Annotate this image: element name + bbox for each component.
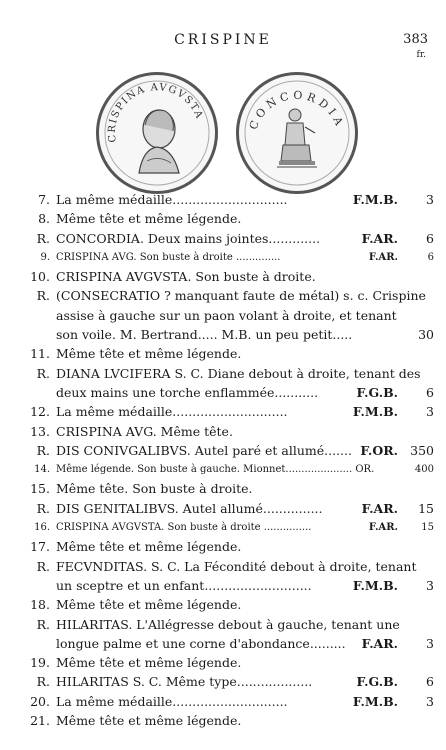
entry-value: 3 [426,577,434,593]
entry-description: DIS GENITALIBVS. Autel allumé............... [56,500,323,516]
entry-value: 6 [426,674,434,690]
catalog-entry-row [20,518,434,537]
entry-description: deux mains une torche enflammée........... [56,384,319,400]
entry-value: 30 [418,327,434,343]
entry-number: 20. [30,693,50,709]
entry-reference: F.OR. [360,442,398,458]
entry-number: R. [36,500,50,516]
entry-reference: F.AR. [368,522,398,534]
coin-obverse-image [96,72,218,194]
catalog-entry-row [20,537,434,556]
catalog-entry-row [20,306,434,325]
obverse-legend: CRISPINA AVGVSTA [106,82,205,144]
entry-number: R. [36,616,50,632]
entry-description: HILARITAS. L'Allégresse debout à gauche, tenant une [56,616,400,632]
entry-number: 10. [30,269,50,285]
entry-description: Même tête. Son buste à droite. [56,481,253,497]
entry-description: Même légende. Son buste à gauche. Mionnet..................... OR. [56,464,375,476]
entry-description: La même médaille............................. [56,693,288,709]
entry-value: 3 [426,635,434,651]
entry-number: R. [36,558,50,574]
entry-number: R. [36,288,50,304]
entry-description: (CONSECRATIO ? manquant faute de métal) s. c. Crispine [56,288,426,304]
coin-reverse-image [236,72,358,194]
entry-reference: F.AR. [368,251,398,263]
entry-value: 3 [426,693,434,709]
catalog-entry-row [20,422,434,441]
entry-number: 16. [34,522,50,534]
entry-description: longue palme et une corne d'abondance......... [56,635,346,651]
entry-description: CRISPINA AVG. Son buste à droite .............. [56,251,281,263]
entry-number: 7. [38,192,50,207]
entry-reference: F.AR. [361,230,398,246]
catalog-entry-row [20,229,434,248]
entry-reference: F.AR. [361,500,398,516]
catalog-entry-row [20,634,434,653]
entry-description: Même tête et même légende. [56,655,242,671]
entry-value: 15 [421,522,434,534]
entry-description: HILARITAS S. C. Même type................... [56,674,313,690]
entry-description: CONCORDIA. Deux mains jointes............. [56,230,321,246]
entry-description: Même tête et même légende. [56,211,242,227]
entry-number: 21. [30,713,50,729]
entry-number: R. [36,674,50,690]
catalog-entry-row [20,325,434,344]
catalog-entry-row [20,692,434,711]
entry-description: assise à gauche sur un paon volant à droite, et tenant [56,307,397,323]
entry-value: 15 [418,500,434,516]
page-title: CRISPINE [174,32,272,48]
catalog-entry-row [20,383,434,402]
catalog-entries [20,190,434,730]
entry-reference: F.G.B. [356,384,398,400]
entry-reference: F.M.B. [352,404,398,420]
catalog-entry-row [20,576,434,595]
entry-description: La même médaille............................. [56,192,288,207]
signature-mark: fr. [416,50,426,60]
entry-description: Même tête et même légende. [56,539,242,555]
entry-description: DIANA LVCIFERA S. C. Diane debout à droite, tenant des [56,365,421,381]
page-header [0,32,446,60]
entry-value: 3 [426,404,434,420]
entry-reference: F.M.B. [352,693,398,709]
entry-value: 6 [427,251,434,263]
catalog-entry-row [20,364,434,383]
catalog-entry-row [20,479,434,498]
entry-description: Même tête et même légende. [56,713,242,729]
catalog-entry-row [20,557,434,576]
entry-number: 13. [30,423,50,439]
entry-value: 3 [426,192,434,207]
entry-number: 15. [30,481,50,497]
entry-description: Même tête et même légende. [56,597,242,613]
entry-number: 18. [30,597,50,613]
catalog-entry-row [20,267,434,286]
catalog-entry-row [20,499,434,518]
catalog-entry-row [20,711,434,730]
entry-number: R. [36,365,50,381]
entry-number: 9. [40,251,50,263]
catalog-entry-row [20,344,434,363]
entry-value: 350 [410,442,434,458]
catalog-entry-row [20,248,434,267]
entry-number: 19. [30,655,50,671]
entry-description: CRISPINA AVGVSTA. Son buste à droite. [56,269,316,285]
entry-reference: F.M.B. [352,192,398,207]
catalog-entry-row [20,286,434,305]
page-number: 383 [403,32,428,47]
catalog-entry-row [20,653,434,672]
entry-description: Même tête et même légende. [56,346,242,362]
catalog-entry-row [20,615,434,634]
catalog-entry-row [20,190,434,209]
reverse-legend: CONCORDIA [246,88,348,132]
catalog-entry-row [20,595,434,614]
entry-number: 14. [34,464,50,476]
entry-reference: F.AR. [361,635,398,651]
entry-description: DIS CONIVGALIBVS. Autel paré et allumé....... [56,442,352,458]
entry-number: 8. [38,211,50,227]
entry-number: 12. [30,404,50,420]
entry-number: R. [36,442,50,458]
catalog-entry-row [20,460,434,479]
catalog-entry-row [20,402,434,421]
entry-value: 6 [426,384,434,400]
entry-number: 11. [30,346,50,362]
entry-description: son voile. M. Bertrand..... M.B. un peu petit..... [56,327,353,343]
entry-value: 6 [426,230,434,246]
entry-number: R. [36,230,50,246]
entry-description: CRISPINA AVGVSTA. Son buste à droite ............... [56,522,312,534]
catalog-entry-row [20,441,434,460]
entry-number: 17. [30,539,50,555]
entry-value: 400 [414,464,434,476]
catalog-entry-row [20,209,434,228]
entry-description: CRISPINA AVG. Même tête. [56,423,233,439]
entry-reference: F.M.B. [352,577,398,593]
entry-description: La même médaille............................. [56,404,288,420]
catalog-entry-row [20,672,434,691]
entry-description: un sceptre et un enfant........................... [56,577,312,593]
entry-description: FECVNDITAS. S. C. La Fécondité debout à droite, tenant [56,558,417,574]
entry-reference: F.G.B. [356,674,398,690]
